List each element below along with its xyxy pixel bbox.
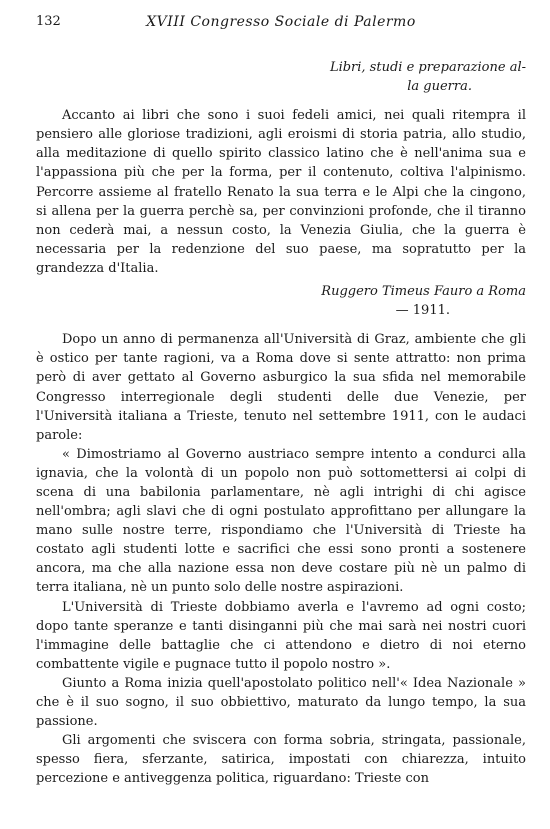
body-text <box>36 58 526 788</box>
paragraph-6: Gli argomenti che sviscera con forma sobria, stringata, passionale, spesso fiera, sferzante, satirica, impostati con chiarezza, intuito percezione e antiveggenza politica, riguardano: Trieste con <box>36 733 526 787</box>
paragraph-2: Dopo un anno di permanenza all'Università di Graz, ambiente che gli è ostico per tante ragioni, va a Roma dove si sente attratto: non prima però di aver gettato al Governo asburgico la sua sfida nel memorabile Congresso interregionale degli studenti delle due Venezie, per l'Università italiana a Trieste, tenuto nel settembre 1911, con le audaci parole: <box>36 332 526 443</box>
section-heading-line2: la guerra. <box>407 79 472 95</box>
running-header <box>36 14 526 34</box>
paragraph-5: Giunto a Roma inizia quell'apostolato politico nell'« Idea Nazionale » che è il suo sogno, il suo obbiettivo, maturato da lungo tempo, la sua passione. <box>36 675 526 730</box>
paragraph-1: Accanto ai libri che sono i suoi fedeli amici, nei quali ritempra il pensiero alle gloriose tradizioni, agli eroismi di storia patria, allo studio, alla meditazione di quello spirito classico latino che è nell'anima sua e l'appassiona più che per la forma, per il contenuto, coltiva l'alpinismo. Percorre assieme al fratello Renato la sua terra e le Alpi che la cingono, si allena per la guerra perchè sa, per convinzioni profonde, che il tiranno non cederà mai, a nessun costo, la Venezia Giulia, che la guerra è necessaria per la redenzione del suo paese, ma sopratutto per la grandezza d'Italia. <box>36 108 526 276</box>
section-heading-line1: Libri, studi e preparazione al- <box>329 60 526 75</box>
page-number: 132 <box>36 14 61 29</box>
signature-year: — 1911. <box>395 303 450 319</box>
running-title: XVIII Congresso Sociale di Palermo <box>146 14 416 30</box>
paragraph-4: L'Università di Trieste dobbiamo averla e l'avremo ad ogni costo; dopo tante speranze e tanti disinganni più che mai sarà nei nostri cuori l'immagine delle battaglie che ci attendono e dietro di noi eterno combattente vigile e pugnace tutto il popolo nostro ». <box>36 599 526 672</box>
paragraph-3: « Dimostriamo al Governo austriaco sempre intento a condurci alla ignavia, che la volontà di un popolo non può sottomettersi ai colpi di scena di una babilonia parlamentare, nè agli intrighi di chi agisce nell'ombra; agli slavi che di ogni postulato approfittano per allungare la mano sulle nostre terre, rispondiamo che l'Università di Trieste ha costato agli studenti lotte e sacrifici che essi sono pronti a sostenere ancora, ma che alla nazione essa non deve costare più nè un palmo di terra italiana, nè un punto solo delle nostre aspirazioni. <box>36 446 526 596</box>
signature-place: Ruggero Timeus Fauro a Roma <box>321 284 526 300</box>
